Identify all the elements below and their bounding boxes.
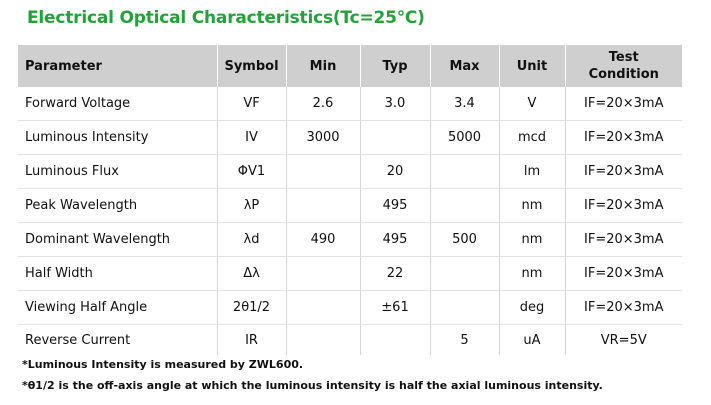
table-row	[18, 189, 682, 223]
cell-symbol: λd	[217, 223, 286, 257]
cell-condition: IF=20×3mA	[565, 155, 682, 189]
characteristics-table	[18, 45, 682, 355]
cell-parameter: Luminous Intensity	[18, 121, 217, 155]
cell-unit: uA	[499, 325, 565, 356]
cell-symbol: 2θ1/2	[217, 291, 286, 325]
cell-typ	[360, 325, 430, 356]
cell-unit: mcd	[499, 121, 565, 155]
cell-min: 2.6	[286, 87, 360, 121]
cell-condition: IF=20×3mA	[565, 257, 682, 291]
cell-symbol: VF	[217, 87, 286, 121]
cell-condition: IF=20×3mA	[565, 121, 682, 155]
table-row	[18, 223, 682, 257]
header-condition-line2: Condition	[588, 67, 659, 82]
cell-max: 5000	[430, 121, 499, 155]
cell-parameter: Forward Voltage	[18, 87, 217, 121]
cell-condition: IF=20×3mA	[565, 291, 682, 325]
cell-typ: ±61	[360, 291, 430, 325]
header-min: Min	[286, 45, 360, 87]
cell-parameter: Half Width	[18, 257, 217, 291]
cell-symbol: IR	[217, 325, 286, 356]
cell-typ: 495	[360, 223, 430, 257]
table-header-row	[18, 45, 682, 87]
header-test-condition	[565, 45, 682, 87]
cell-typ: 495	[360, 189, 430, 223]
table-row	[18, 325, 682, 356]
cell-max	[430, 291, 499, 325]
cell-parameter: Peak Wavelength	[18, 189, 217, 223]
cell-condition: IF=20×3mA	[565, 189, 682, 223]
header-condition-line1: Test	[608, 50, 639, 65]
table-row	[18, 155, 682, 189]
header-symbol: Symbol	[217, 45, 286, 87]
cell-parameter: Dominant Wavelength	[18, 223, 217, 257]
table-row	[18, 291, 682, 325]
header-parameter: Parameter	[18, 45, 217, 87]
cell-min: 490	[286, 223, 360, 257]
cell-max	[430, 189, 499, 223]
cell-min	[286, 257, 360, 291]
cell-max: 3.4	[430, 87, 499, 121]
cell-typ: 20	[360, 155, 430, 189]
cell-parameter: Reverse Current	[18, 325, 217, 356]
cell-symbol: λP	[217, 189, 286, 223]
cell-condition: IF=20×3mA	[565, 223, 682, 257]
cell-unit: lm	[499, 155, 565, 189]
cell-condition: IF=20×3mA	[565, 87, 682, 121]
cell-parameter: Luminous Flux	[18, 155, 217, 189]
table-row	[18, 121, 682, 155]
cell-min	[286, 291, 360, 325]
cell-unit: deg	[499, 291, 565, 325]
cell-min	[286, 189, 360, 223]
cell-typ: 3.0	[360, 87, 430, 121]
cell-typ	[360, 121, 430, 155]
cell-symbol: ΦV1	[217, 155, 286, 189]
cell-symbol: Δλ	[217, 257, 286, 291]
cell-min: 3000	[286, 121, 360, 155]
footnote-half-angle: *θ1/2 is the off-axis angle at which the luminous intensity is half the axial luminous intensity.	[22, 379, 603, 392]
cell-max	[430, 257, 499, 291]
cell-typ: 22	[360, 257, 430, 291]
table-row	[18, 87, 682, 121]
cell-max	[430, 155, 499, 189]
header-unit: Unit	[499, 45, 565, 87]
cell-max: 5	[430, 325, 499, 356]
footnote-luminous-intensity: *Luminous Intensity is measured by ZWL600.	[22, 358, 304, 371]
cell-unit: nm	[499, 257, 565, 291]
cell-parameter: Viewing Half Angle	[18, 291, 217, 325]
table-row	[18, 257, 682, 291]
cell-symbol: IV	[217, 121, 286, 155]
page-title: Electrical Optical Characteristics(Tc=25℃)	[27, 8, 425, 28]
cell-max: 500	[430, 223, 499, 257]
cell-unit: nm	[499, 223, 565, 257]
cell-unit: V	[499, 87, 565, 121]
header-typ: Typ	[360, 45, 430, 87]
cell-unit: nm	[499, 189, 565, 223]
cell-min	[286, 325, 360, 356]
cell-min	[286, 155, 360, 189]
header-max: Max	[430, 45, 499, 87]
cell-condition: VR=5V	[600, 332, 647, 348]
